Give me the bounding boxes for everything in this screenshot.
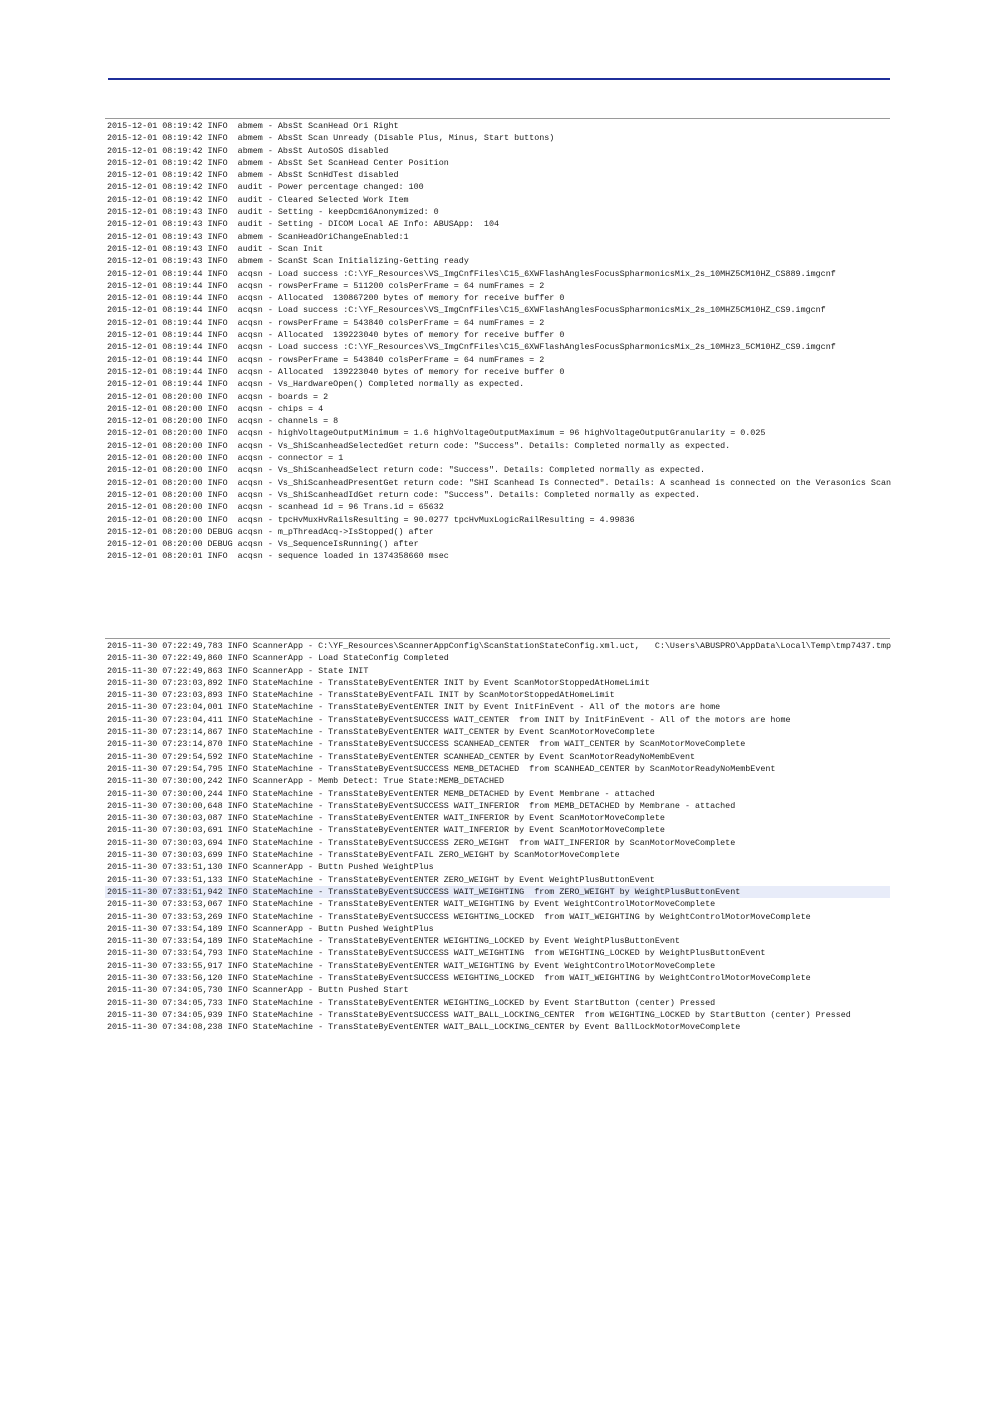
log-line: 2015-12-01 08:19:42 INFO abmem - AbsSt ScanHead Ori Right xyxy=(107,121,399,131)
log-line: 2015-12-01 08:19:44 INFO acqsn - rowsPerFrame = 543840 colsPerFrame = 64 numFrames = 2 xyxy=(107,317,545,328)
log-line: 2015-12-01 08:20:00 INFO acqsn - Vs_ShiScanheadSelectedGet return code: "Success". Details: Completed normally as expected. xyxy=(107,440,731,451)
log-line: 2015-11-30 07:23:04,001 INFO StateMachine - TransStateByEventENTER INIT by Event InitFinEvent - All of the motors are home xyxy=(107,702,721,713)
log-line: 2015-11-30 07:23:03,892 INFO StateMachine - TransStateByEventENTER INIT by Event ScanMotorStoppedAtHomeLimit xyxy=(107,677,650,688)
log-line: 2015-12-01 08:20:00 INFO acqsn - channels = 8 xyxy=(107,416,339,427)
log-line: 2015-11-30 07:33:51,942 INFO StateMachine - TransStateByEventSUCCESS WAIT_WEIGHTING from ZERO_WEIGHT by WeightPlusButtonEvent xyxy=(105,886,890,898)
log-line: 2015-12-01 08:19:44 INFO acqsn - Load success :C:\YF_Resources\VS_ImgCnfFiles\C15_6XWFlashAnglesFocusSpharmonicsMix_2s_10MHz3_5CM10HZ_CS9.imgcnf xyxy=(107,342,836,353)
log-line: 2015-12-01 08:20:00 INFO acqsn - tpcHvMuxHvRailsResulting = 90.0277 tpcHvMuxLogicRailResulting = 4.99836 xyxy=(107,514,635,525)
log-line: 2015-12-01 08:20:00 INFO acqsn - Vs_ShiScanheadPresentGet return code: "SHI Scanhead Is Connected". Details: A scanhead is connected on the Verasonics Scan xyxy=(107,477,892,488)
log-line: 2015-12-01 08:19:42 INFO abmem - AbsSt Scan Unready (Disable Plus, Minus, Start buttons) xyxy=(107,133,555,144)
log-line: 2015-12-01 08:19:42 INFO audit - Cleared Selected Work Item xyxy=(107,194,409,205)
log-line: 2015-11-30 07:34:05,730 INFO ScannerApp - Buttn Pushed Start xyxy=(107,985,409,996)
log-line: 2015-12-01 08:20:00 INFO acqsn - chips = 4 xyxy=(107,403,324,414)
log-line: 2015-12-01 08:20:00 INFO acqsn - Vs_ShiScanheadIdGet return code: "Success". Details: Completed normally as expected. xyxy=(107,489,701,500)
header-rule xyxy=(108,78,890,80)
log-line: 2015-11-30 07:33:51,130 INFO ScannerApp - Buttn Pushed WeightPlus xyxy=(107,862,434,873)
log-line: 2015-12-01 08:20:00 INFO acqsn - connector = 1 xyxy=(107,453,344,464)
log-line: 2015-12-01 08:19:43 INFO abmem - ScanHeadOriChangeEnabled:1 xyxy=(107,231,409,242)
log-line: 2015-11-30 07:22:49,863 INFO ScannerApp - State INIT xyxy=(107,665,369,676)
log-line: 2015-11-30 07:34:05,733 INFO StateMachine - TransStateByEventENTER WEIGHTING_LOCKED by Event StartButton (center) Pressed xyxy=(107,997,716,1008)
log-line: 2015-12-01 08:20:00 DEBUG acqsn - Vs_SequenceIsRunning() after xyxy=(107,539,419,550)
log-line: 2015-12-01 08:20:00 INFO acqsn - boards = 2 xyxy=(107,391,329,402)
log-line: 2015-11-30 07:33:54,189 INFO ScannerApp - Buttn Pushed WeightPlus xyxy=(107,923,434,934)
log-line: 2015-12-01 08:19:44 INFO acqsn - Vs_HardwareOpen() Completed normally as expected. xyxy=(107,379,525,390)
log-line: 2015-11-30 07:30:00,242 INFO ScannerApp - Memb Detect: True State:MEMB_DETACHED xyxy=(107,776,505,787)
log-line: 2015-11-30 07:30:03,699 INFO StateMachine - TransStateByEventFAIL ZERO_WEIGHT by ScanMotorMoveComplete xyxy=(107,850,620,861)
log-line: 2015-11-30 07:29:54,795 INFO StateMachine - TransStateByEventSUCCESS MEMB_DETACHED from SCANHEAD_CENTER by ScanMotorReadyNoMembEvent xyxy=(107,763,776,774)
log-line: 2015-11-30 07:33:54,189 INFO StateMachine - TransStateByEventENTER WEIGHTING_LOCKED by Event WeightPlusButtonEvent xyxy=(107,936,680,947)
log-line: 2015-11-30 07:30:00,648 INFO StateMachine - TransStateByEventSUCCESS WAIT_INFERIOR from MEMB_DETACHED by Membrane - attached xyxy=(107,800,736,811)
log-line: 2015-11-30 07:30:03,691 INFO StateMachine - TransStateByEventENTER WAIT_INFERIOR by Event ScanMotorMoveComplete xyxy=(107,825,665,836)
log-line: 2015-11-30 07:23:14,870 INFO StateMachine - TransStateByEventSUCCESS SCANHEAD_CENTER from WAIT_CENTER by ScanMotorMoveComplete xyxy=(107,739,746,750)
log-line: 2015-11-30 07:30:03,087 INFO StateMachine - TransStateByEventENTER WAIT_INFERIOR by Event ScanMotorMoveComplete xyxy=(107,813,665,824)
log-line: 2015-11-30 07:33:53,269 INFO StateMachine - TransStateByEventSUCCESS WEIGHTING_LOCKED from WAIT_WEIGHTING by WeightControlMotorMoveComplete xyxy=(107,911,811,922)
log-line: 2015-12-01 08:19:43 INFO audit - Scan Init xyxy=(107,243,324,254)
log-line: 2015-12-01 08:19:43 INFO audit - Setting - keepDcm16Anonymized: 0 xyxy=(107,207,439,218)
log-line: 2015-12-01 08:19:42 INFO abmem - AbsSt Set ScanHead Center Position xyxy=(107,157,449,168)
log-line: 2015-11-30 07:22:49,783 INFO ScannerApp - C:\YF_Resources\ScannerAppConfig\ScanStationStateConfig.xml.uct, C:\Users\ABUSPRO\AppData\Local\Temp\tmp7437.tmp xyxy=(107,641,892,651)
log-line: 2015-12-01 08:20:00 INFO acqsn - Vs_ShiScanheadSelect return code: "Success". Details: Completed normally as expected. xyxy=(107,465,706,476)
log-line: 2015-12-01 08:20:01 INFO acqsn - sequence loaded in 1374358660 msec xyxy=(107,551,449,562)
log-line: 2015-12-01 08:19:44 INFO acqsn - Load success :C:\YF_Resources\VS_ImgCnfFiles\C15_6XWFlashAnglesFocusSpharmonicsMix_2s_10MHZ5CM10HZ_CS9.imgcnf xyxy=(107,305,826,316)
log-line: 2015-12-01 08:19:44 INFO acqsn - rowsPerFrame = 511200 colsPerFrame = 64 numFrames = 2 xyxy=(107,280,545,291)
log-line: 2015-12-01 08:19:44 INFO acqsn - rowsPerFrame = 543840 colsPerFrame = 64 numFrames = 2 xyxy=(107,354,545,365)
log-line: 2015-12-01 08:19:44 INFO acqsn - Load success :C:\YF_Resources\VS_ImgCnfFiles\C15_6XWFlashAnglesFocusSpharmonicsMix_2s_10MHZ5CM10HZ_CS889.imgcnf xyxy=(107,268,836,279)
log-line: 2015-11-30 07:22:49,860 INFO ScannerApp - Load StateConfig Completed xyxy=(107,653,449,664)
log-line: 2015-11-30 07:23:03,893 INFO StateMachine - TransStateByEventFAIL INIT by ScanMotorStoppedAtHomeLimit xyxy=(107,690,615,701)
log-line: 2015-11-30 07:33:56,120 INFO StateMachine - TransStateByEventSUCCESS WEIGHTING_LOCKED from WAIT_WEIGHTING by WeightControlMotorMoveComplete xyxy=(107,973,811,984)
log-line: 2015-12-01 08:19:42 INFO audit - Power percentage changed: 100 xyxy=(107,182,424,193)
log-line: 2015-11-30 07:23:04,411 INFO StateMachine - TransStateByEventSUCCESS WAIT_CENTER from INIT by InitFinEvent - All of the motors are home xyxy=(107,714,791,725)
log-line: 2015-11-30 07:33:55,917 INFO StateMachine - TransStateByEventENTER WAIT_WEIGHTING by Event WeightControlMotorMoveComplete xyxy=(107,960,716,971)
log-lines xyxy=(105,639,890,1034)
log-line: 2015-12-01 08:19:44 INFO acqsn - Allocated 130867200 bytes of memory for receive buffer 0 xyxy=(107,293,565,304)
log-line: 2015-12-01 08:19:43 INFO audit - Setting - DICOM Local AE Info: ABUSApp: 104 xyxy=(107,219,500,230)
log-line: 2015-12-01 08:20:00 INFO acqsn - scanhead id = 96 Trans.id = 65632 xyxy=(107,502,444,513)
log-line: 2015-11-30 07:33:51,133 INFO StateMachine - TransStateByEventENTER ZERO_WEIGHT by Event WeightPlusButtonEvent xyxy=(107,874,655,885)
log-line: 2015-11-30 07:34:05,939 INFO StateMachine - TransStateByEventSUCCESS WAIT_BALL_LOCKING_CENTER from WEIGHTING_LOCKED by StartButton (center) Pressed xyxy=(107,1009,851,1020)
log-line: 2015-11-30 07:29:54,592 INFO StateMachine - TransStateByEventENTER SCANHEAD_CENTER by Event ScanMotorReadyNoMembEvent xyxy=(107,751,696,762)
log-lines xyxy=(105,119,890,563)
log-line: 2015-12-01 08:19:44 INFO acqsn - Allocated 139223040 bytes of memory for receive buffer 0 xyxy=(107,330,565,341)
log-line: 2015-11-30 07:33:53,067 INFO StateMachine - TransStateByEventENTER WAIT_WEIGHTING by Event WeightControlMotorMoveComplete xyxy=(107,899,716,910)
log-line: 2015-11-30 07:30:00,244 INFO StateMachine - TransStateByEventENTER MEMB_DETACHED by Event Membrane - attached xyxy=(107,788,655,799)
log-panel-state-machine xyxy=(105,638,890,1037)
log-line: 2015-12-01 08:19:42 INFO abmem - AbsSt ScnHdTest disabled xyxy=(107,170,399,181)
log-line: 2015-11-30 07:30:03,694 INFO StateMachine - TransStateByEventSUCCESS ZERO_WEIGHT from WAIT_INFERIOR by ScanMotorMoveComplete xyxy=(107,837,736,848)
log-line: 2015-11-30 07:34:08,238 INFO StateMachine - TransStateByEventENTER WAIT_BALL_LOCKING_CENTER by Event BallLockMotorMoveComplete xyxy=(107,1022,741,1033)
log-line: 2015-12-01 08:20:00 DEBUG acqsn - m_pThreadAcq->IsStopped() after xyxy=(107,526,434,537)
log-line: 2015-12-01 08:19:43 INFO abmem - ScanSt Scan Initializing-Getting ready xyxy=(107,256,469,267)
log-line: 2015-12-01 08:19:44 INFO acqsn - Allocated 139223040 bytes of memory for receive buffer 0 xyxy=(107,366,565,377)
log-panel-system xyxy=(105,118,892,562)
log-line: 2015-12-01 08:20:00 INFO acqsn - highVoltageOutputMinimum = 1.6 highVoltageOutputMaximum = 96 highVoltageOutputGranularity = 0.025 xyxy=(107,428,766,439)
log-line: 2015-11-30 07:33:54,793 INFO StateMachine - TransStateByEventSUCCESS WAIT_WEIGHTING from WEIGHTING_LOCKED by WeightPlusButtonEvent xyxy=(107,948,766,959)
log-line: 2015-12-01 08:19:42 INFO abmem - AbsSt AutoSOS disabled xyxy=(107,145,389,156)
log-line: 2015-11-30 07:23:14,867 INFO StateMachine - TransStateByEventENTER WAIT_CENTER by Event ScanMotorMoveComplete xyxy=(107,727,655,738)
